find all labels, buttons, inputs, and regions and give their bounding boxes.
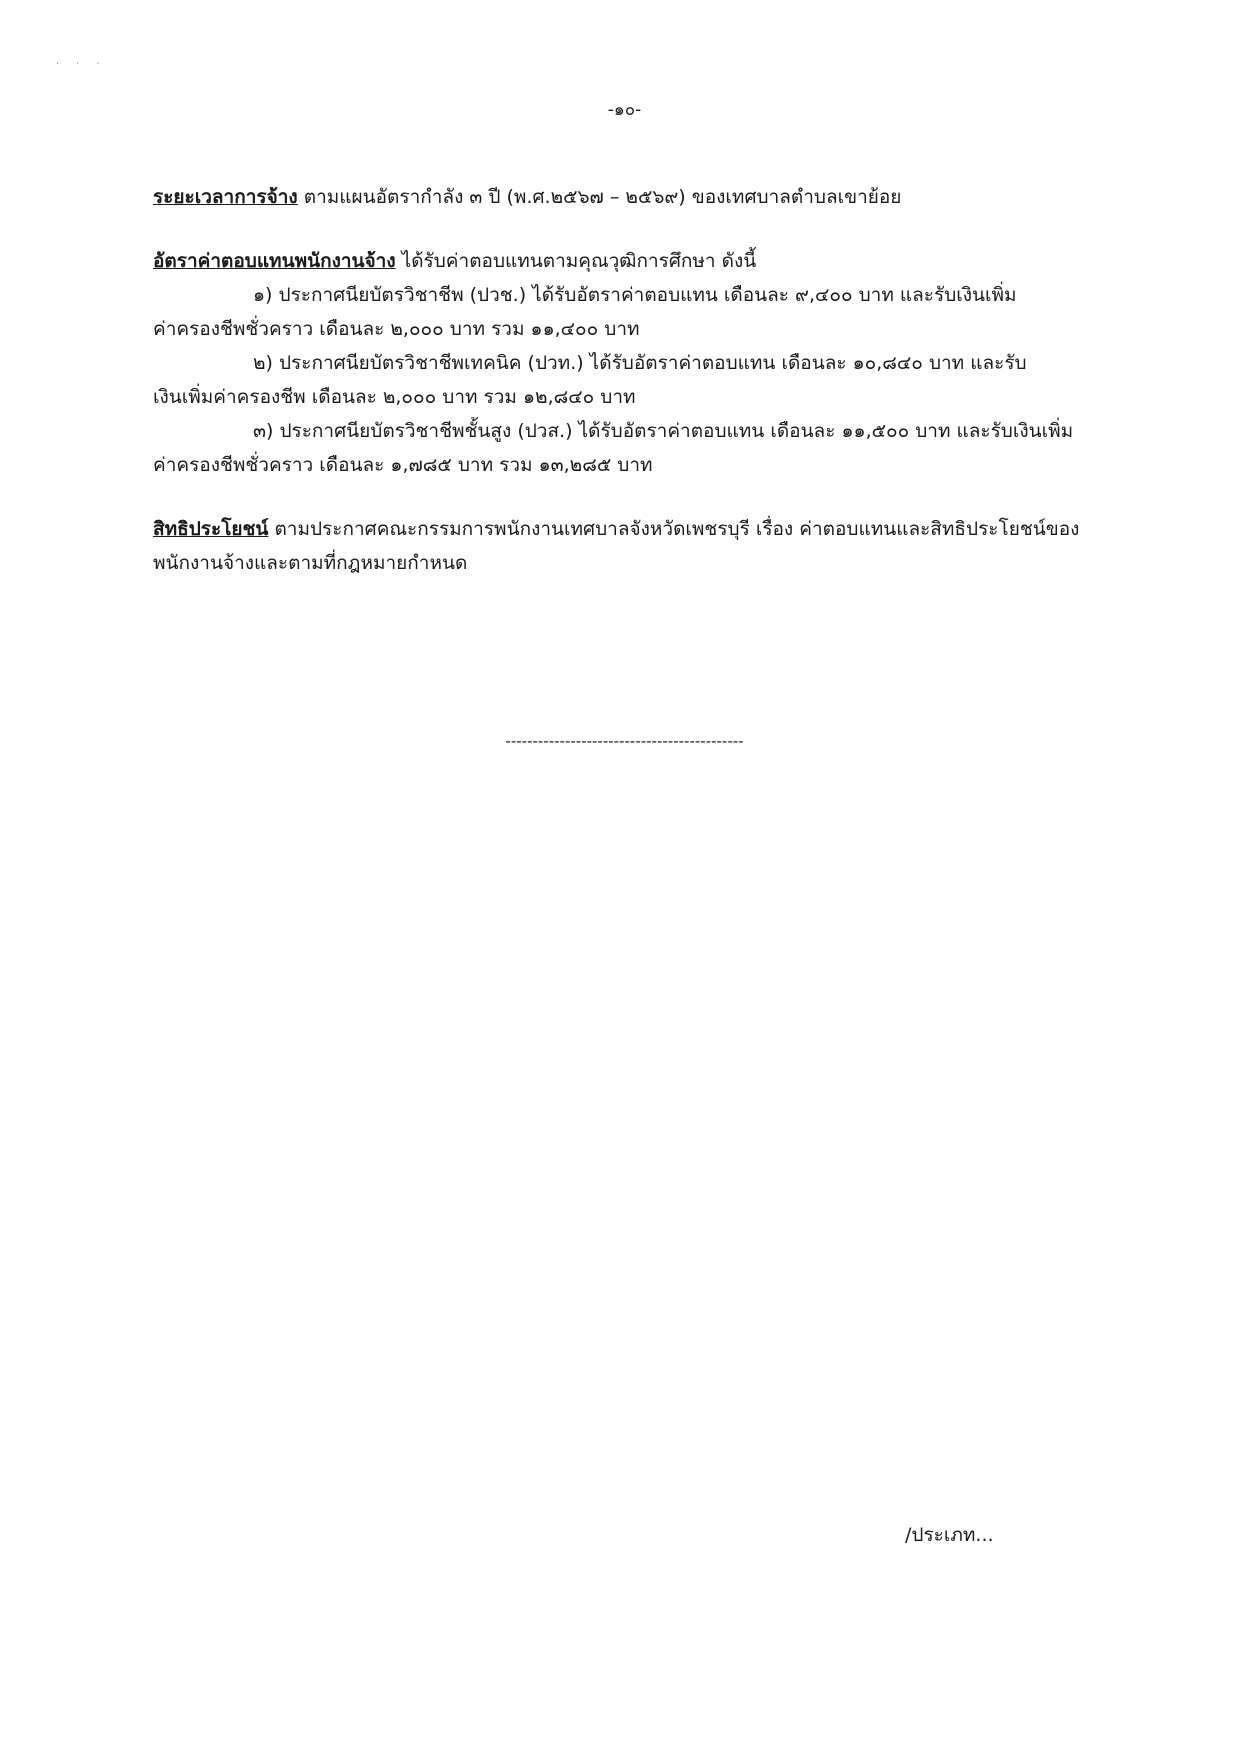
benefits-line1 (153, 512, 1113, 546)
compensation-intro: ได้รับค่าตอบแทนตามคุณวุฒิการศึกษา ดังนี้ (395, 250, 757, 272)
document-body (153, 180, 1113, 580)
benefits-line2: พนักงานจ้างและตามที่กฎหมายกำหนด (153, 552, 468, 574)
page-number: -๑๐- (607, 100, 642, 120)
compensation-section (153, 244, 1113, 482)
next-page-marker: /ประเภท... (905, 1524, 994, 1546)
compensation-item-line2: ค่าครองชีพชั่วคราว เดือนละ ๒,๐๐๐ บาท รวม ๑๑,๔๐๐ บาท (153, 318, 640, 340)
compensation-item-line1: ๒) ประกาศนียบัตรวิชาชีพเทคนิค (ปวท.) ได้รับอัตราค่าตอบแทน เดือนละ ๑๐,๘๔๐ บาท และรับ (253, 352, 1027, 374)
compensation-item-line1: ๑) ประกาศนียบัตรวิชาชีพ (ปวช.) ได้รับอัตราค่าตอบแทน เดือนละ ๙,๔๐๐ บาท และรับเงินเพิ่ม (253, 284, 1017, 306)
employment-period-heading: ระยะเวลาการจ้าง (153, 186, 298, 208)
compensation-heading: อัตราค่าตอบแทนพนักงานจ้าง (153, 250, 396, 272)
compensation-item-line2: เงินเพิ่มค่าครองชีพ เดือนละ ๒,๐๐๐ บาท รวม ๑๒,๘๔๐ บาท (153, 386, 636, 408)
benefits-text: ตามประกาศคณะกรรมการพนักงานเทศบาลจังหวัดเพชรบุรี เรื่อง ค่าตอบแทนและสิทธิประโยชน์ของ (268, 518, 1080, 540)
employment-period-paragraph (153, 180, 1113, 214)
compensation-intro-line (153, 244, 1113, 278)
compensation-item-line2: ค่าครองชีพชั่วคราว เดือนละ ๑,๗๘๕ บาท รวม ๑๓,๒๘๕ บาท (153, 454, 653, 476)
employment-period-text: ตามแผนอัตรากำลัง ๓ ปี (พ.ศ.๒๕๖๗ – ๒๕๖๙) ของเทศบาลตำบลเขาย้อย (297, 186, 902, 208)
scan-specks: ˙ ˙ ˙ (55, 62, 107, 73)
benefits-section (153, 512, 1113, 580)
compensation-item-line1: ๓) ประกาศนียบัตรวิชาชีพชั้นสูง (ปวส.) ได้รับอัตราค่าตอบแทน เดือนละ ๑๑,๕๐๐ บาท และรับเงินเพิ่ม (253, 420, 1074, 442)
benefits-heading: สิทธิประโยชน์ (153, 518, 269, 540)
compensation-item (153, 278, 1113, 346)
section-divider: -------------------------------------------- (505, 732, 744, 750)
compensation-item (153, 346, 1113, 414)
compensation-item (153, 414, 1113, 482)
